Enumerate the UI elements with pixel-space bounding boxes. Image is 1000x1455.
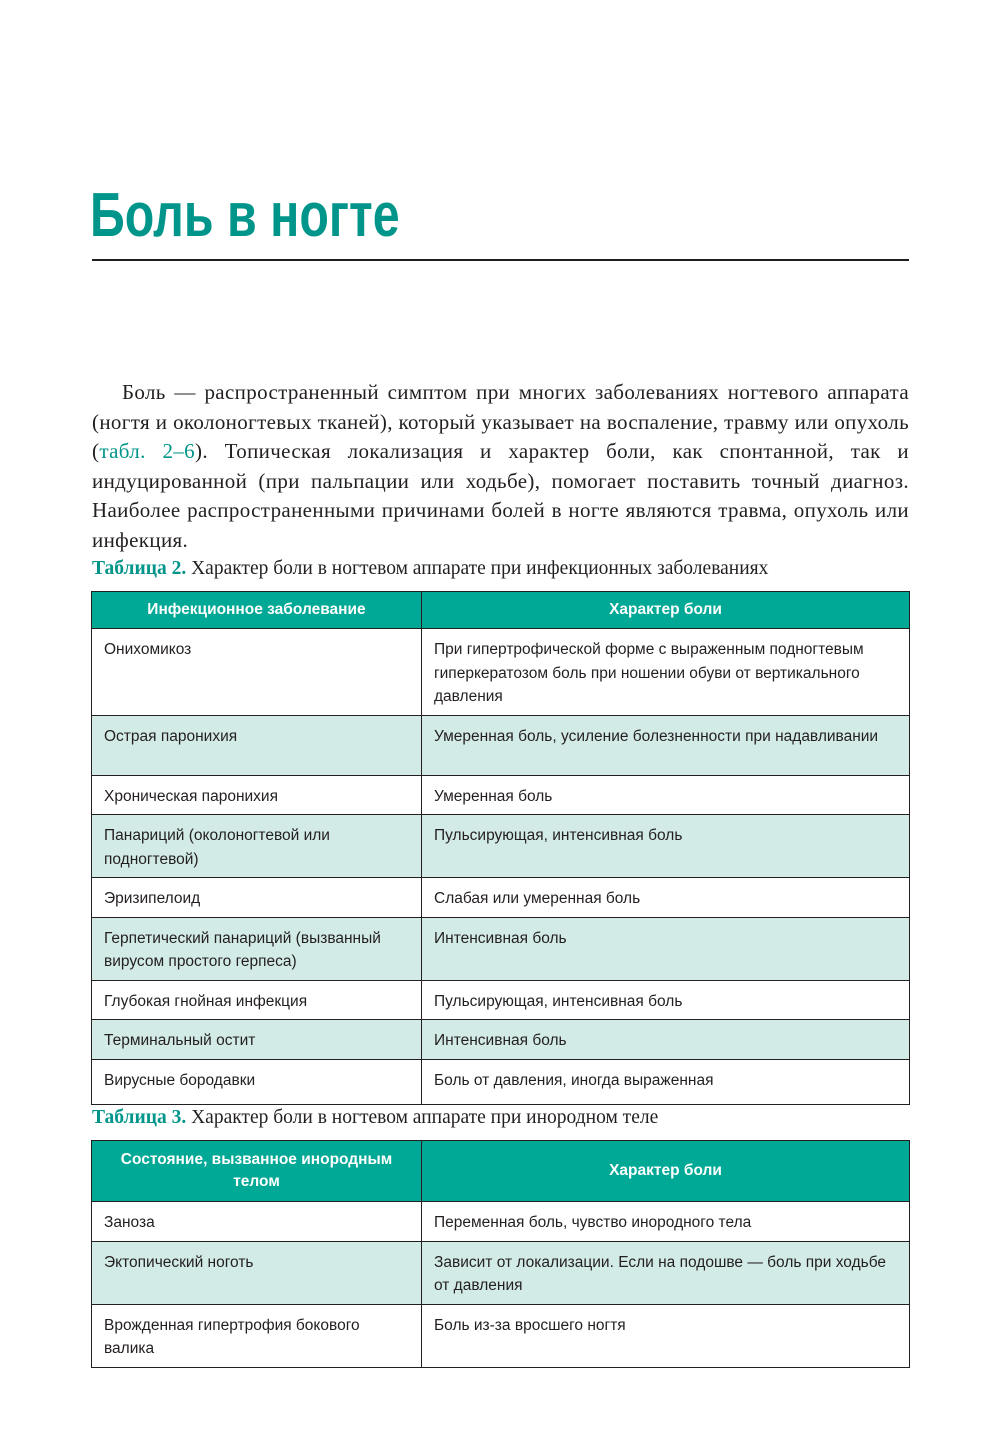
table2-caption (92, 556, 768, 582)
table-row (92, 1304, 910, 1367)
table-row (92, 1059, 910, 1104)
table-row (92, 917, 910, 980)
table2-cell: Панариций (околоногтевой или подногтевой) (92, 815, 422, 878)
table2-cell: Интенсивная боль (422, 917, 910, 980)
table3-cell: Зависит от локализации. Если на подошве — боль при ходьбе от давления (422, 1241, 910, 1304)
table-row (92, 775, 910, 815)
table2-cell: Боль от давления, иногда выраженная (422, 1059, 910, 1104)
intro-paragraph (92, 378, 909, 555)
table2-cell: Пульсирующая, интенсивная боль (422, 980, 910, 1020)
table2-cell: При гипертрофической форме с выраженным подногтевым гиперкератозом боль при ношении обуви от вертикального давления (422, 629, 910, 716)
table3-cell: Боль из-за вросшего ногтя (422, 1304, 910, 1367)
table2-cell: Онихомикоз (92, 629, 422, 716)
table3-cell: Эктопический ноготь (92, 1241, 422, 1304)
table2-cell: Терминальный остит (92, 1020, 422, 1060)
table-reference-link[interactable]: табл. 2–6 (99, 439, 195, 463)
table2-cell: Умеренная боль (422, 775, 910, 815)
table2-header-pain: Характер боли (422, 592, 910, 629)
table2-cell: Глубокая гнойная инфекция (92, 980, 422, 1020)
table2-cell: Пульсирующая, интенсивная боль (422, 815, 910, 878)
page-title: Боль в ногте (90, 181, 400, 250)
table-row (92, 980, 910, 1020)
table3-caption (92, 1105, 658, 1131)
table2-cell: Герпетический панариций (вызванный вирусом простого герпеса) (92, 917, 422, 980)
table3-cell: Переменная боль, чувство инородного тела (422, 1202, 910, 1242)
table-row (92, 1020, 910, 1060)
table-row (92, 1202, 910, 1242)
table2-cell: Умеренная боль, усиление болезненности при надавливании (422, 715, 910, 775)
title-divider (92, 259, 909, 261)
table2-cell: Эризипелоид (92, 878, 422, 918)
table3-cell: Заноза (92, 1202, 422, 1242)
table-row (92, 878, 910, 918)
table3-header-pain: Характер боли (422, 1141, 910, 1202)
table3-cell: Врожденная гипертрофия бокового валика (92, 1304, 422, 1367)
table2-cell: Интенсивная боль (422, 1020, 910, 1060)
table2-header-disease: Инфекционное заболевание (92, 592, 422, 629)
intro-text-end: ). Топическая локализация и характер боли, как спонтанной, так и индуцированной (при пальпации или ходьбе), помогает поставить точный диагноз. Наиболее распространенными причинами болей в ногте являются травма, опухоль или инфекция. (92, 439, 909, 552)
table3-header-condition: Состояние, вызванное инородным телом (92, 1141, 422, 1202)
table2-cell: Острая паронихия (92, 715, 422, 775)
table2-cell: Вирусные бородавки (92, 1059, 422, 1104)
table3-header-row (92, 1141, 910, 1202)
table3-caption-number: Таблица 3. (92, 1107, 187, 1128)
table-row (92, 629, 910, 716)
table2-cell: Хроническая паронихия (92, 775, 422, 815)
table2-header-row (92, 592, 910, 629)
table-row (92, 815, 910, 878)
table2-cell: Слабая или умеренная боль (422, 878, 910, 918)
table2-caption-number: Таблица 2. (92, 558, 187, 579)
table2 (91, 591, 910, 1105)
table2-caption-text: Характер боли в ногтевом аппарате при инфекционных заболеваниях (186, 558, 769, 579)
intro-text-start: Боль — распространенный симптом при многих заболеваниях ногтевого аппарата (ногтя и околоногтевых тканей), который указывает на воспаление, травму или опухоль ( (92, 380, 909, 463)
table3-caption-text: Характер боли в ногтевом аппарате при инородном теле (186, 1107, 659, 1128)
table-row (92, 715, 910, 775)
table-row (92, 1241, 910, 1304)
table3 (91, 1140, 910, 1368)
